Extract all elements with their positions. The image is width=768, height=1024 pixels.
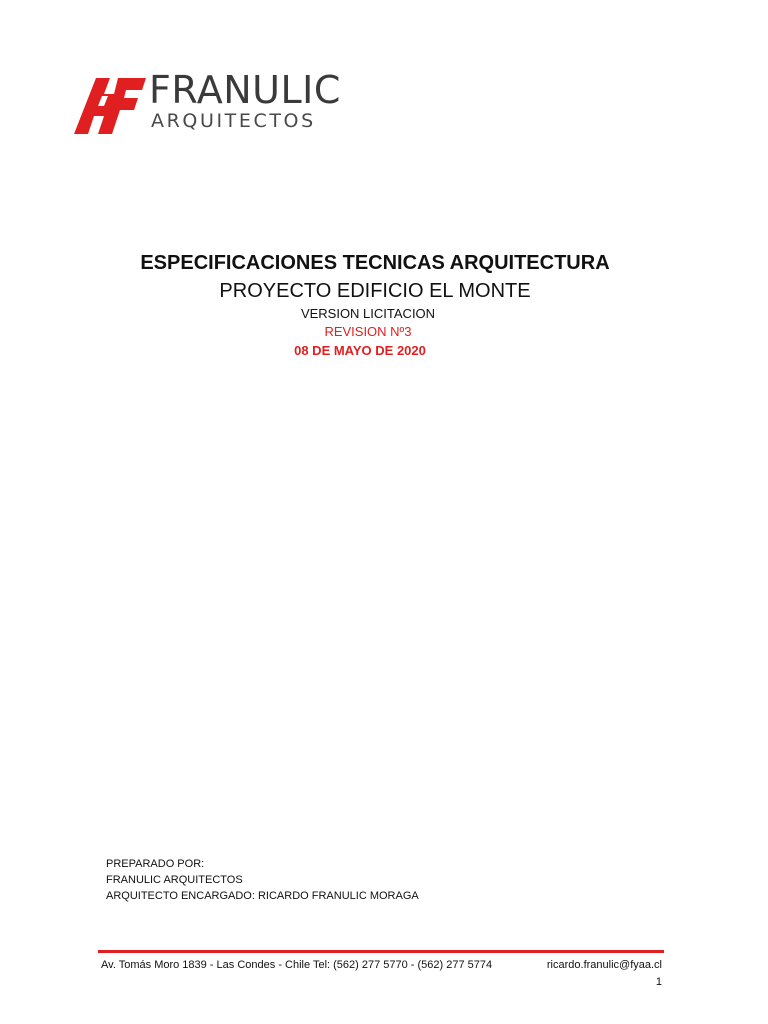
prepared-by-firm: FRANULIC ARQUITECTOS <box>106 874 243 886</box>
document-date: 08 DE MAYO DE 2020 <box>294 343 426 358</box>
footer-divider <box>98 950 664 953</box>
franulic-logo-mark-icon <box>74 72 146 134</box>
prepared-by-heading: PREPARADO POR: <box>106 858 205 870</box>
document-version: VERSION LICITACION <box>300 306 436 321</box>
prepared-by-block <box>106 856 419 904</box>
document-title: ESPECIFICACIONES TECNICAS ARQUITECTURA <box>140 252 610 274</box>
footer-address: Av. Tomás Moro 1839 - Las Condes - Chile Tel: (562) 277 5770 - (562) 277 5774 <box>101 959 493 971</box>
document-revision: REVISION Nº3 <box>324 324 412 339</box>
footer-email: ricardo.franulic@fyaa.cl <box>546 959 662 971</box>
company-logo <box>74 68 354 138</box>
logo-name: FRANULIC <box>149 68 341 112</box>
prepared-by-architect: ARQUITECTO ENCARGADO: RICARDO FRANULIC MORAGA <box>106 890 419 902</box>
document-subtitle: PROYECTO EDIFICIO EL MONTE <box>219 280 531 302</box>
page-number: 1 <box>655 976 662 988</box>
logo-subtitle: ARQUITECTOS <box>151 110 316 132</box>
